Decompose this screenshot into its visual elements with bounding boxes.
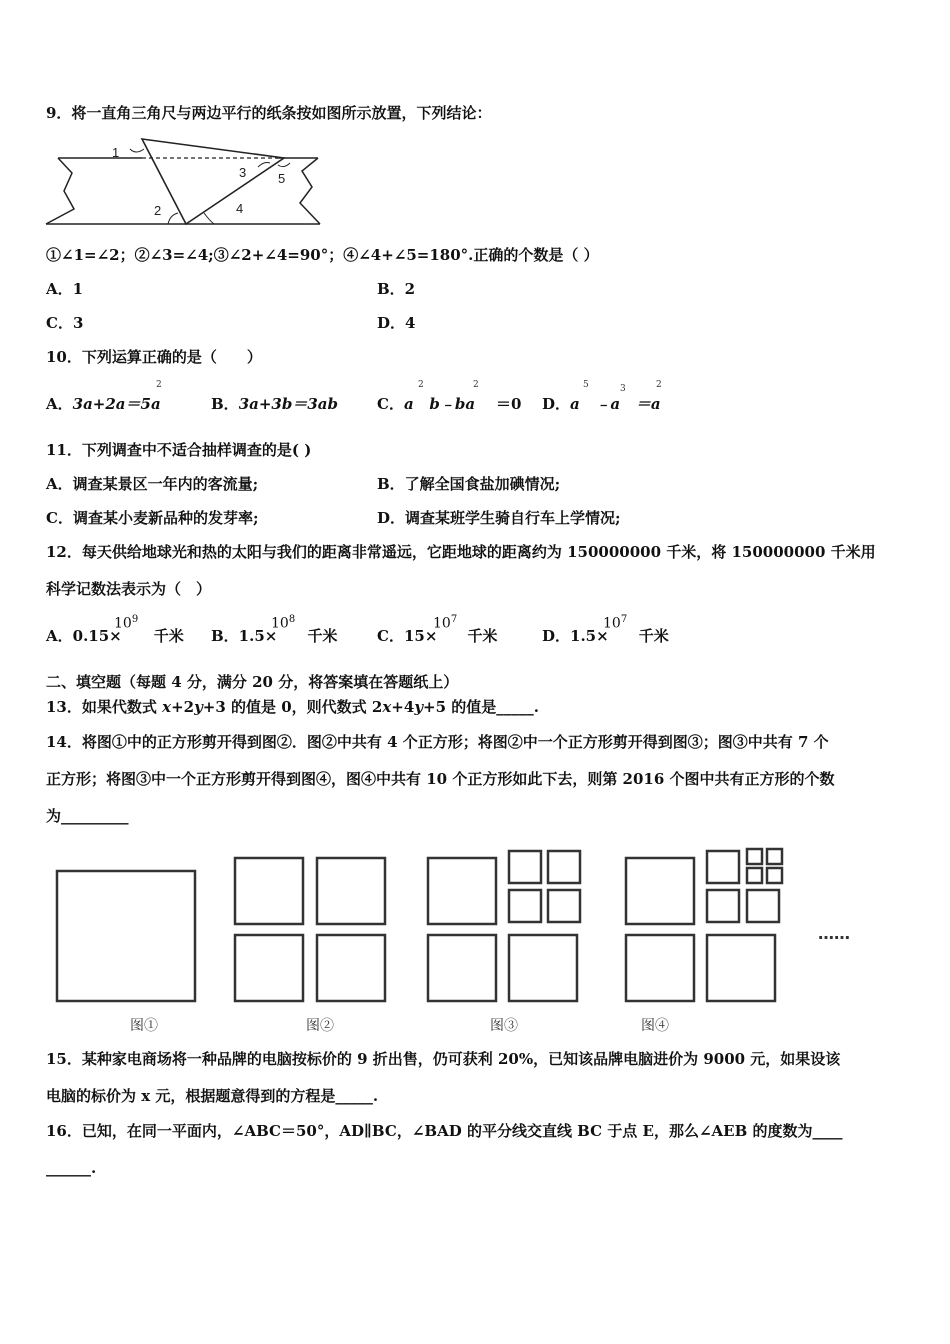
fig4-tiny-3 bbox=[747, 868, 762, 883]
q9-option-c[interactable]: C．3 bbox=[46, 314, 84, 332]
q11-option-c[interactable]: C．调查某小麦新品种的发芽率; bbox=[46, 509, 259, 527]
q12-d-prefix: D．1.5× bbox=[542, 627, 609, 645]
q9-stem: 9．将一直角三角尺与两边平行的纸条按如图所示放置，下列结论： bbox=[46, 104, 492, 122]
fig3-small-2 bbox=[548, 851, 580, 883]
q12-a-prefix: A．0.15× bbox=[46, 627, 122, 645]
q10-option-b[interactable] bbox=[211, 394, 338, 414]
q12-c-unit: 千米 bbox=[467, 627, 498, 645]
q11-option-b[interactable]: B．了解全国食盐加碘情况; bbox=[377, 475, 561, 493]
caption-fig3: 图③ bbox=[490, 1018, 518, 1034]
q10-option-c[interactable] bbox=[377, 394, 521, 414]
q11-stem: 11．下列调查中不适合抽样调查的是( ) bbox=[46, 441, 312, 459]
fig1-square bbox=[57, 871, 195, 1001]
q10-d-exp3: 2 bbox=[656, 380, 662, 390]
label-2: 2 bbox=[154, 203, 162, 218]
q11-option-d[interactable]: D．调查某班学生骑自行车上学情况; bbox=[377, 509, 621, 527]
fig4-small-1 bbox=[707, 851, 739, 883]
caption-fig4: 图④ bbox=[641, 1018, 669, 1034]
q12-c-prefix: C．15× bbox=[377, 627, 438, 645]
q11-option-a[interactable]: A．调查某景区一年内的客流量; bbox=[46, 475, 259, 493]
q10-option-d[interactable] bbox=[542, 394, 661, 414]
fig3-small-1 bbox=[509, 851, 541, 883]
label-5: 5 bbox=[278, 171, 286, 186]
q10-option-a[interactable] bbox=[46, 394, 161, 414]
q12-d-unit: 千米 bbox=[638, 627, 669, 645]
q9-conclusions: ①∠1=∠2；②∠3=∠4;③∠2+∠4=90°；④∠4+∠5=180°.正确的个数是（ ） bbox=[46, 246, 599, 264]
angle-arc-3 bbox=[258, 163, 270, 168]
q9-option-d[interactable]: D．4 bbox=[377, 314, 416, 332]
fig4-tiny-1 bbox=[747, 849, 762, 864]
angle-arc-2 bbox=[168, 213, 178, 224]
q14-figures bbox=[50, 843, 930, 1008]
q14-ellipsis: …… bbox=[818, 924, 850, 943]
q10-b-expr: 3a+3b＝3ab bbox=[238, 395, 338, 413]
fig2-square-bl bbox=[235, 935, 303, 1001]
angle-arc-4 bbox=[204, 213, 214, 224]
fig3-square-tl bbox=[428, 858, 496, 924]
q16-line2: ______. bbox=[46, 1159, 97, 1177]
q12-stem-line2: 科学记数法表示为（ ） bbox=[46, 580, 212, 598]
q10-stem: 10．下列运算正确的是（ ） bbox=[46, 348, 262, 366]
q12-b-prefix: B．1.5× bbox=[211, 627, 278, 645]
q12-b-power: $10^8$ bbox=[271, 614, 296, 632]
q12-c-power: $10^7$ bbox=[433, 614, 458, 632]
q10-c-exp1: 2 bbox=[418, 380, 424, 390]
angle-arc-1 bbox=[130, 149, 144, 152]
strip-right-edge bbox=[300, 158, 320, 224]
fig2-square-tr bbox=[317, 858, 385, 924]
q10-c-t2: b﹣ba bbox=[429, 395, 476, 413]
angle-arc-5 bbox=[278, 163, 290, 167]
q10-d-exp2: 3 bbox=[620, 384, 626, 394]
fig4-small-3 bbox=[707, 890, 739, 922]
q10-a-exp: 2 bbox=[156, 380, 162, 390]
q15-line1: 15．某种家电商场将一种品牌的电脑按标价的 9 折出售，仍可获利 20%，已知该品牌电脑进价为 9000 元，如果设该 bbox=[46, 1050, 841, 1068]
fig4-square-br bbox=[707, 935, 775, 1001]
triangle-ruler bbox=[142, 139, 284, 224]
label-3: 3 bbox=[239, 165, 247, 180]
q10-c-prefix: C． bbox=[377, 395, 404, 413]
fig3-small-4 bbox=[548, 890, 580, 922]
q15-line2: 电脑的标价为 x 元，根据题意得到的方程是_____. bbox=[46, 1087, 379, 1105]
label-1: 1 bbox=[112, 145, 120, 160]
q12-stem-line1: 12．每天供给地球光和热的太阳与我们的距离非常遥远，它距地球的距离约为 150000000 千米，将 150000000 千米用 bbox=[46, 543, 876, 561]
caption-fig2: 图② bbox=[306, 1018, 334, 1034]
fig3-small-3 bbox=[509, 890, 541, 922]
strip-left-edge bbox=[46, 158, 74, 224]
fig4-tiny-2 bbox=[767, 849, 782, 864]
q9-figure bbox=[44, 135, 334, 230]
q12-b-unit: 千米 bbox=[307, 627, 338, 645]
q10-d-prefix: D． bbox=[542, 395, 571, 413]
q9-option-b[interactable]: B．2 bbox=[377, 280, 416, 298]
q10-a-prefix: A． bbox=[46, 395, 73, 413]
q9-option-a[interactable]: A．1 bbox=[46, 280, 84, 298]
q10-d-t1: a bbox=[570, 395, 580, 413]
fig4-square-bl bbox=[626, 935, 694, 1001]
fig2-square-br bbox=[317, 935, 385, 1001]
fig4-tiny-4 bbox=[767, 868, 782, 883]
section2-heading: 二、填空题（每题 4 分，满分 20 分，将答案填在答题纸上） bbox=[46, 673, 459, 691]
q12-d-power: $10^7$ bbox=[603, 614, 628, 632]
q10-c-exp2: 2 bbox=[473, 380, 479, 390]
q14-line2: 正方形；将图③中一个正方形剪开得到图④，图④中共有 10 个正方形如此下去，则第 2016 个图中共有正方形的个数 bbox=[46, 770, 835, 788]
q16-line1: 16．已知，在同一平面内，∠ABC＝50°，AD∥BC，∠BAD 的平分线交直线 BC 于点 E，那么∠AEB 的度数为____ bbox=[46, 1122, 843, 1140]
q10-d-t3: ＝a bbox=[635, 395, 661, 413]
fig3-square-br bbox=[509, 935, 577, 1001]
caption-fig1: 图① bbox=[130, 1018, 158, 1034]
q10-c-t3: ＝0 bbox=[495, 395, 522, 413]
label-4: 4 bbox=[236, 201, 244, 216]
q10-d-t2: ﹣a bbox=[595, 395, 621, 413]
q12-a-power: $10^9$ bbox=[114, 614, 139, 632]
fig2-square-tl bbox=[235, 858, 303, 924]
q14-line1: 14．将图①中的正方形剪开得到图②．图②中共有 4 个正方形；将图②中一个正方形剪开得到图③；图③中共有 7 个 bbox=[46, 733, 829, 751]
q10-a-expr: 3a+2a＝5a bbox=[72, 395, 161, 413]
fig4-small-4 bbox=[747, 890, 779, 922]
q10-c-t1: a bbox=[403, 395, 414, 413]
q10-d-exp1: 5 bbox=[583, 380, 589, 390]
q13-text: 13．如果代数式 x+2y+3 的值是 0，则代数式 2x+4y+5 的值是_____. bbox=[46, 698, 539, 716]
fig3-square-bl bbox=[428, 935, 496, 1001]
q14-line3: 为_________ bbox=[46, 807, 129, 825]
q12-a-unit: 千米 bbox=[153, 627, 184, 645]
fig4-square-tl bbox=[626, 858, 694, 924]
q10-b-prefix: B． bbox=[211, 395, 239, 413]
